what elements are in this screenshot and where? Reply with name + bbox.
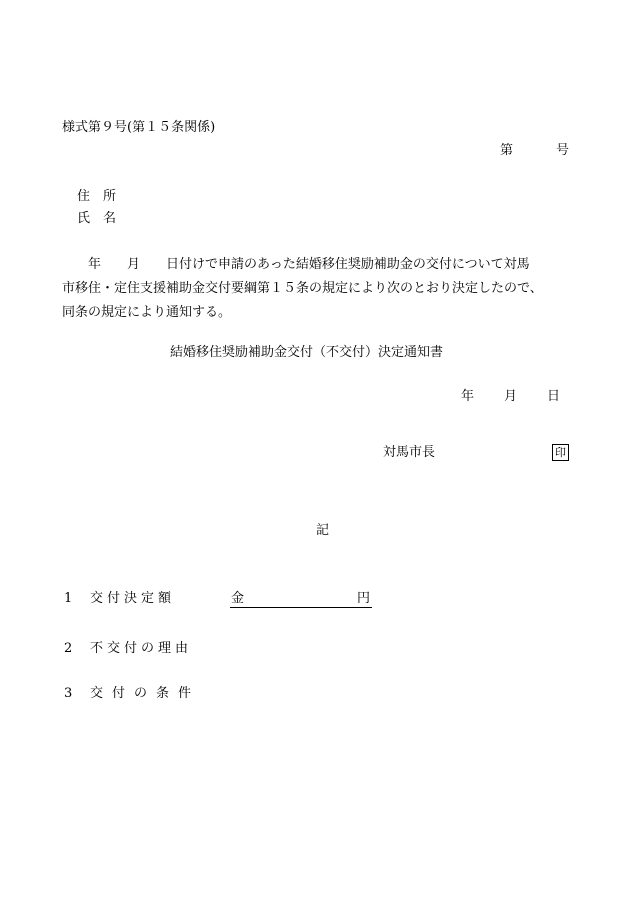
ki-label: 記 [316,523,330,538]
form-id: 様式第９号(第１５条関係) [62,120,216,135]
item-3-number: 3 [64,686,73,701]
name-label: 氏 名 [77,211,117,226]
date-month: 月 [504,389,518,404]
amount-underline [230,607,372,608]
doc-number-prefix: 第 [500,143,514,158]
amount-suffix: 円 [357,591,371,606]
date-year: 年 [461,389,475,404]
body-paragraph [62,253,582,325]
address-label: 住 所 [77,189,117,204]
item-1-label: 交付決定額 [90,591,176,606]
item-2-number: 2 [64,641,73,656]
issuer-name: 対馬市長 [383,445,436,460]
body-line-1: 年 月 日付けで申請のあった結婚移住奨励補助金の交付について対馬 [62,257,530,272]
body-line-3: 同条の規定により通知する。 [62,305,232,320]
body-line-2: 市移住・定住支援補助金交付要綱第１５条の規定により次のとおり決定したので、 [62,281,543,296]
item-3-label: 交付の条件 [90,686,201,701]
item-2-label: 不交付の理由 [90,641,193,656]
item-1-number: 1 [64,591,73,606]
amount-prefix: 金 [231,591,245,606]
date-day: 日 [547,389,561,404]
document-title: 結婚移住奨励補助金交付（不交付）決定通知書 [170,345,444,360]
doc-number-suffix: 号 [556,143,570,158]
seal-mark: 印 [552,444,569,461]
